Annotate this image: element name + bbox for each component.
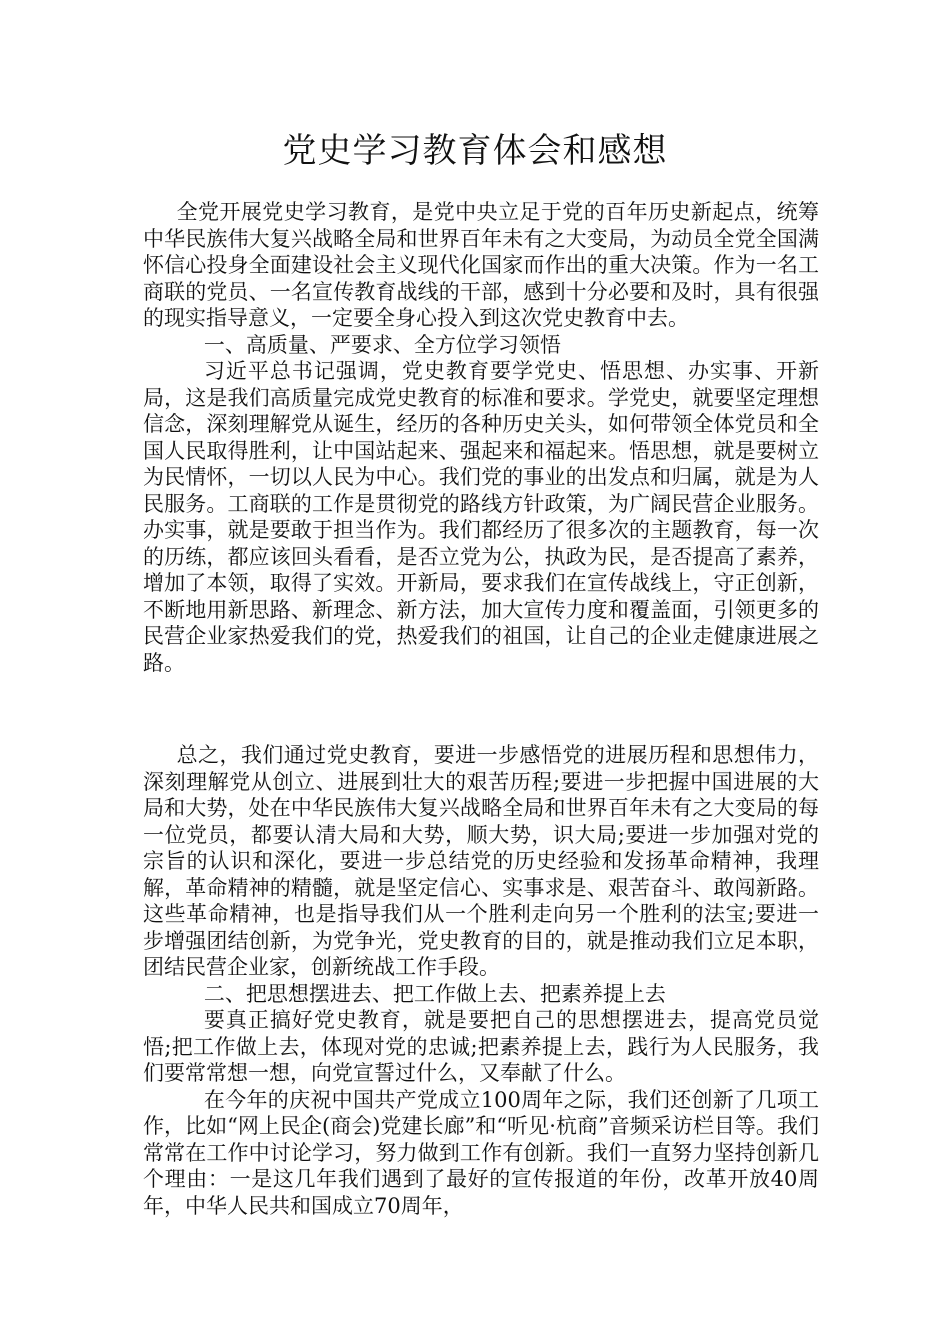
section-heading-2: 二、把思想摆进去、把工作做上去、把素养提上去 — [203, 981, 666, 1006]
body-paragraph: 要真正搞好党史教育，就是要把自己的思想摆进去，提高党员觉悟;把工作做上去，体现对党的忠诚;把素养提上去，践行为人民服务，我们要常常想一想，向党宣誓过什么，又奉献了什么。 — [143, 1008, 819, 1085]
body-paragraph: 习近平总书记强调，党史教育要学党史、悟思想、办实事、开新局，这是我们高质量完成党史教育的标准和要求。学党史，就要坚定理想信念，深刻理解党从诞生，经历的各种历史关头，如何带领全体党员和全国人民取得胜利，让中国站起来、强起来和福起来。悟思想，就是要树立为民情怀，一切以人民为中心。我们党的事业的出发点和归属，就是为人民服务。工商联的工作是贯彻党的路线方针政策，为广阔民营企业服务。办实事，就是要敢于担当作为。我们都经历了很多次的主题教育，每一次的历练，都应该回头看看，是否立党为公，执政为民，是否提高了素养，增加了本领，取得了实效。开新局，要求我们在宣传战线上，守正创新，不断地用新思路、新理念、新方法，加大宣传力度和覆盖面，引领更多的民营企业家热爱我们的党，热爱我们的祖国，让自己的企业走健康进展之路。 — [143, 359, 819, 675]
intro-paragraph: 全党开展党史学习教育，是党中央立足于党的百年历史新起点，统筹中华民族伟大复兴战略全局和世界百年未有之大变局，为动员全党全国满怀信心投身全面建设社会主义现代化国家而作出的重大决策。作为一名工商联的党员、一名宣传教育战线的干部，感到十分必要和及时，具有很强的现实指导意义，一定要全身心投入到这次党史教育中去。 — [143, 200, 819, 330]
page-title: 党史学习教育体会和感想 — [282, 131, 668, 171]
body-section-1 — [143, 199, 819, 676]
body-section-2 — [143, 742, 819, 1219]
summary-paragraph: 总之，我们通过党史教育，要进一步感悟党的进展历程和思想伟力，深刻理解党从创立、进展到壮大的艰苦历程;要进一步把握中国进展的大局和大势，处在中华民族伟大复兴战略全局和世界百年未有之大变局的每一位党员，都要认清大局和大势，顺大势，识大局;要进一步加强对党的宗旨的认识和深化，要进一步总结党的历史经验和发扬革命精神，我理解，革命精神的精髓，就是坚定信心、实事求是、艰苦奋斗、敢闯新路。这些革命精神，也是指导我们从一个胜利走向另一个胜利的法宝;要进一步增强团结创新，为党争光，党史教育的目的，就是推动我们立足本职，团结民营企业家，创新统战工作手段。 — [143, 743, 819, 979]
section-heading-1: 一、高质量、严要求、全方位学习领悟 — [203, 332, 561, 357]
body-paragraph: 在今年的庆祝中国共产党成立100周年之际，我们还创新了几项工作，比如“网上民企(商会)党建长廊”和“听见·杭商”音频采访栏目等。我们常常在工作中讨论学习，努力做到工作有创新。我们一直努力坚持创新几个理由：一是这几年我们遇到了最好的宣传报道的年份，改革开放40周年，中华人民共和国成立70周年， — [143, 1087, 819, 1218]
